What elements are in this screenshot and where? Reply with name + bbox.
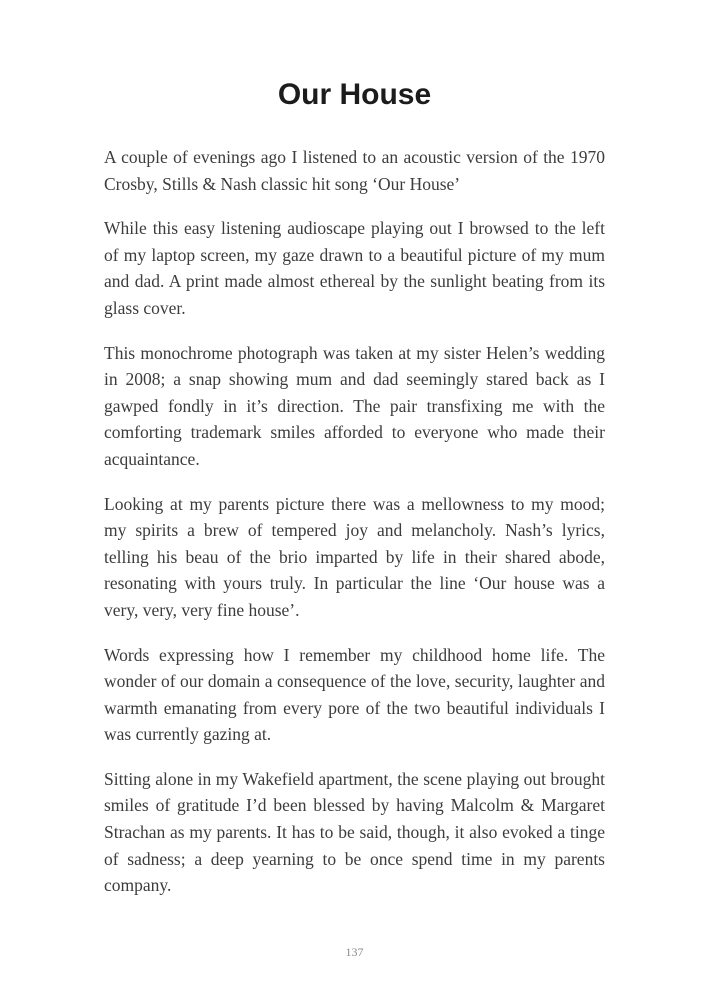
paragraph-1: A couple of evenings ago I listened to an acoustic version of the 1970 Crosby, Stills & Nash classic hit song ‘Our House’ xyxy=(104,147,605,194)
page-number: 137 xyxy=(345,945,364,959)
paragraph-4: Looking at my parents picture there was a mellowness to my mood; my spirits a brew of tempered joy and melancholy. Nash’s lyrics, telling his beau of the brio imparted by life in their shared abode, resonating with yours truly. In particular the line ‘Our house was a very, very, very fine house’. xyxy=(104,493,605,620)
paragraph-2: While this easy listening audioscape playing out I browsed to the left of my laptop screen, my gaze drawn to a beautiful picture of my mum and dad. A print made almost ethereal by the sunlight beating from its glass cover. xyxy=(104,218,605,318)
paragraph-6: Sitting alone in my Wakefield apartment, the scene playing out brought smiles of gratitude I’d been blessed by having Malcolm & Margaret Strachan as my parents. It has to be said, though, it also evoked a tinge of sadness; a deep yearning to be once spend time in my parents company. xyxy=(104,768,605,896)
paragraph-3: This monochrome photograph was taken at my sister Helen’s wedding in 2008; a snap showing mum and dad seemingly stared back as I gawped fondly in it’s direction. The pair transfixing me with the comforting trademark smiles afforded to everyone who made their acquaintance. xyxy=(104,342,605,469)
paragraph-5: Words expressing how I remember my childhood home life. The wonder of our domain a consequence of the love, security, laughter and warmth emanating from every pore of the two beautiful individuals I was currently gazing at. xyxy=(104,644,605,745)
page-title: Our House xyxy=(277,78,432,111)
